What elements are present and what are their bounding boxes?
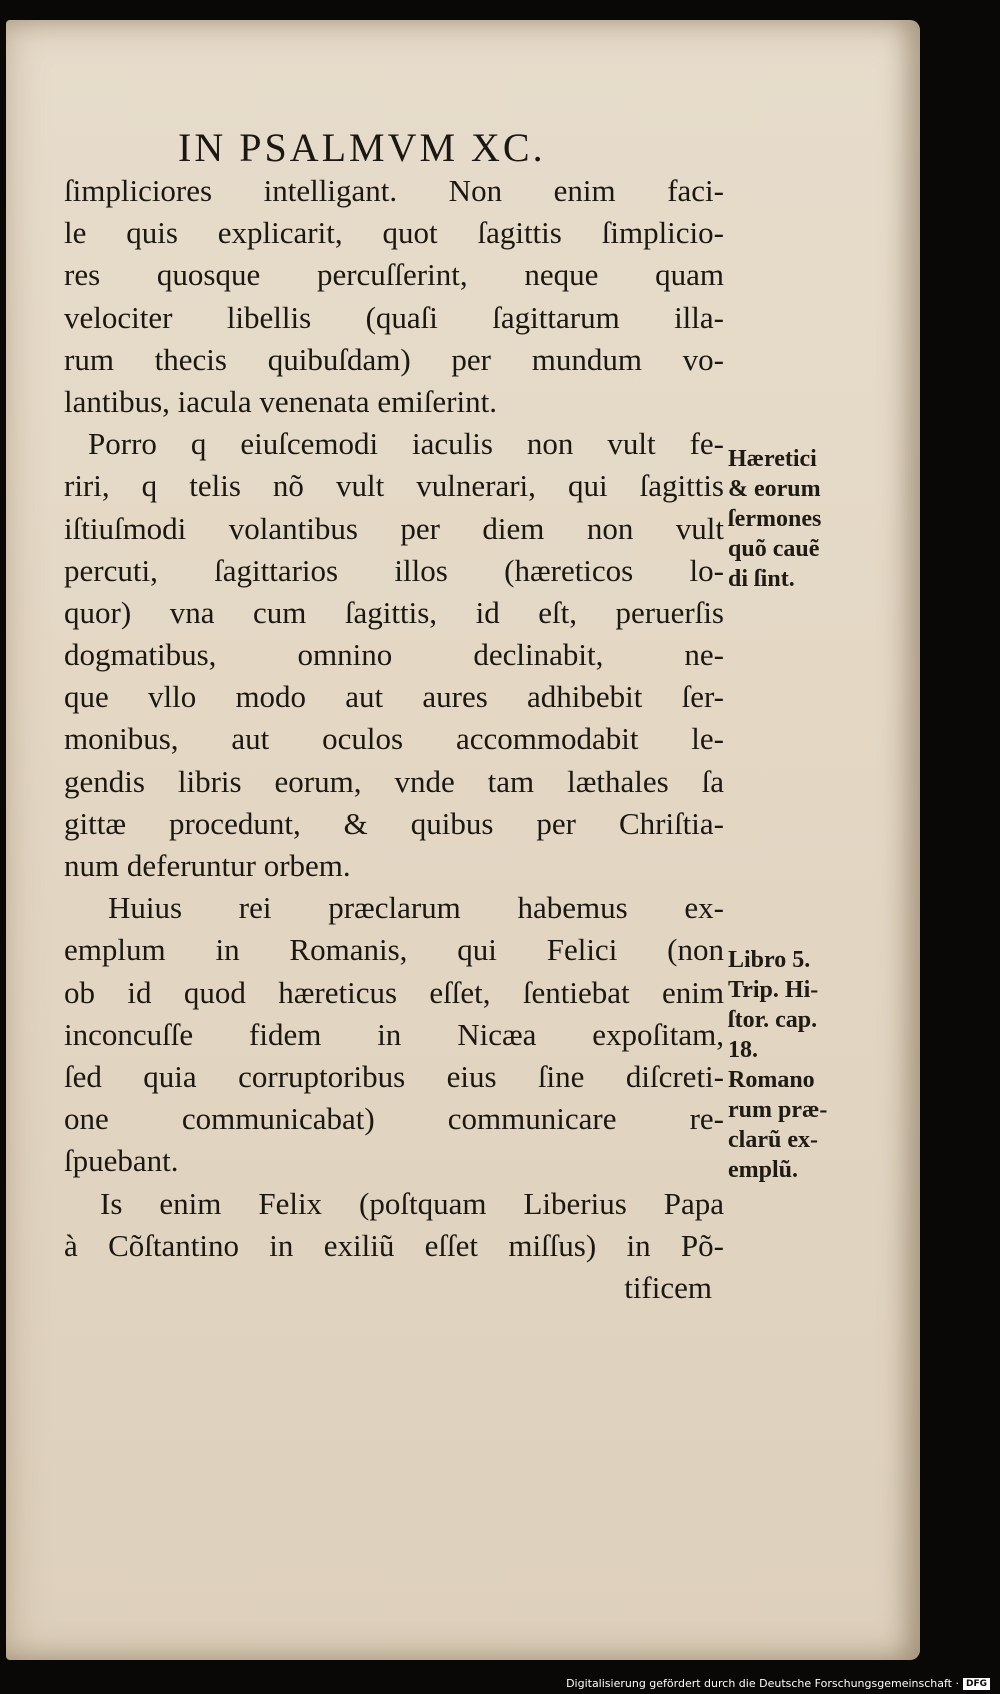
text-line: num deferuntur orbem. [64, 848, 351, 883]
margin-note-line: ſtor. cap. [728, 1007, 818, 1033]
text-line: res quosque percuſſerint, neque quam [64, 257, 724, 293]
catchword: tificem [624, 1269, 712, 1305]
margin-note-line: clarũ ex- [728, 1127, 818, 1153]
text-line: gittæ procedunt, & quibus per Chriſtia- [64, 805, 724, 841]
text-line: iſtiuſmodi volantibus per diem non vult [64, 510, 724, 546]
text-line: dogmatibus, omnino declinabit, ne- [64, 637, 724, 673]
text-line: Huius rei præclarum habemus ex- [108, 890, 724, 926]
margin-note-line: Romano [728, 1067, 815, 1093]
text-line: ſpuebant. [64, 1143, 179, 1179]
text-line: à Cõſtantino in exiliũ eſſet miſſus) in Põ- [64, 1227, 724, 1263]
text-line: percuti, ſagittarios illos (hæreticos lo- [64, 552, 724, 588]
text-line: Is enim Felix (poſtquam Liberius Papa [100, 1185, 724, 1221]
digitization-credit [566, 1677, 990, 1690]
running-head: IN PSALMVM XC. [178, 125, 546, 170]
text-line: ſed quia corruptoribus eius ſine diſcreti- [64, 1058, 724, 1094]
margin-note-line: & eorum [728, 476, 821, 502]
margin-note-line: Libro 5. [728, 947, 811, 973]
margin-note-line: emplũ. [728, 1157, 799, 1183]
text-line: Porro q eiuſcemodi iaculis non vult fe- [88, 426, 724, 462]
main-text [64, 170, 724, 1309]
book-page [6, 20, 920, 1660]
margin-note-line: quõ cauẽ [728, 536, 820, 562]
text-line: rum thecis quibuſdam) per mundum vo- [64, 341, 724, 377]
text-line: monibus, aut oculos accommodabit le- [64, 721, 724, 757]
text-line: le quis explicarit, quot ſagittis ſimplicio- [64, 215, 724, 251]
margin-note [728, 444, 868, 594]
margin-note-line: di ſint. [728, 566, 795, 592]
margin-note-line: Trip. Hi- [728, 977, 819, 1003]
text-line: quor) vna cum ſagittis, id eſt, peruerſis [64, 594, 724, 630]
margin-note [728, 945, 868, 1185]
text-line: que vllo modo aut aures adhibebit ſer- [64, 679, 724, 715]
text-line: riri, q telis nõ vult vulnerari, qui ſagittis [64, 468, 724, 504]
text-line: inconcuſſe fidem in Nicæa expoſitam, [64, 1016, 724, 1052]
text-line: velociter libellis (quaſi ſagittarum illa- [64, 299, 724, 335]
margin-note-line: Hæretici [728, 446, 817, 472]
text-line: lantibus, iacula venenata emiſerint. [64, 383, 497, 419]
credit-text: Digitalisierung gefördert durch die Deutsche Forschungsgemeinschaft · [566, 1677, 959, 1690]
margin-note-line: rum præ- [728, 1097, 828, 1123]
dfg-logo: DFG [963, 1678, 990, 1690]
text-line: emplum in Romanis, qui Felici (non [64, 932, 724, 968]
text-line: ſimpliciores intelligant. Non enim faci- [64, 173, 724, 208]
margin-note-line: ſermones [728, 506, 822, 532]
margin-note-line: 18. [728, 1037, 758, 1063]
text-line: gendis libris eorum, vnde tam læthales ſa [64, 763, 724, 799]
text-line: ob id quod hæreticus eſſet, ſentiebat enim [64, 974, 724, 1010]
text-line: one communicabat) communicare re- [64, 1101, 724, 1137]
